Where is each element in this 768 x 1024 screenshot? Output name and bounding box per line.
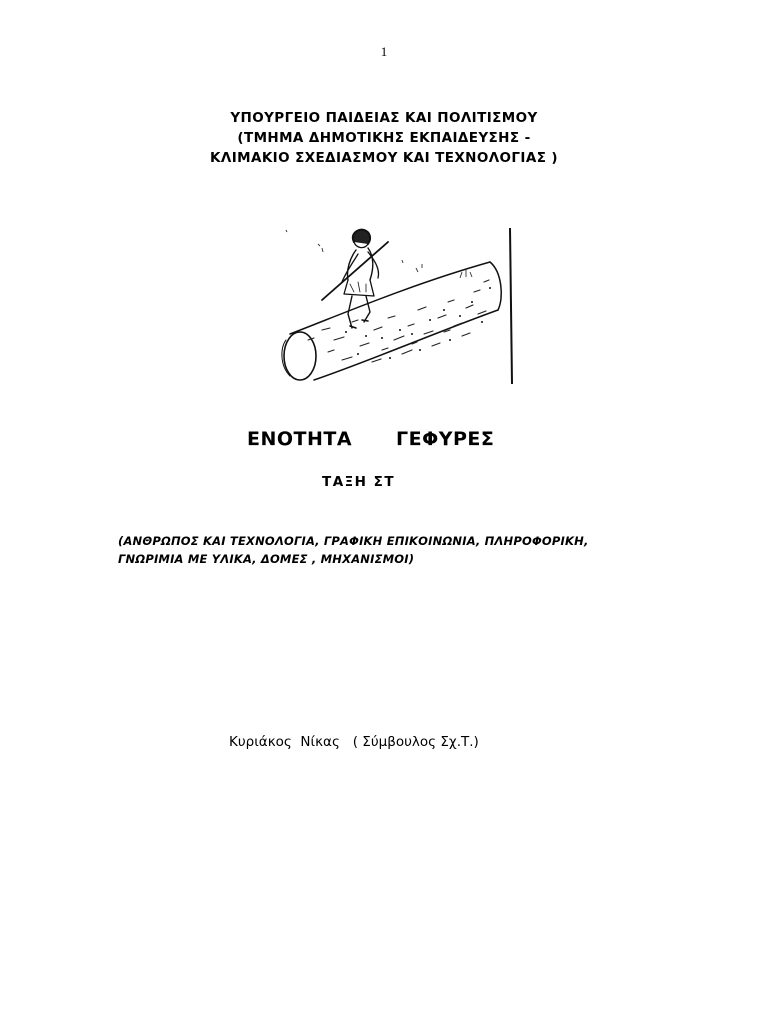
subjects-line-2: ΓΝΩΡΙΜΙΑ ΜΕ ΥΛΙΚΑ, ΔΟΜΕΣ , ΜΗΧΑΝΙΣΜΟΙ): [118, 552, 415, 566]
grade-label: ΤΑΞΗ ΣΤ: [322, 474, 396, 490]
log-bridge-illustration: [262, 222, 520, 390]
unit-name: ΓΕΦΥΡΕΣ: [396, 428, 495, 450]
subjects-line-1: (ΑΝΘΡΩΠΟΣ ΚΑΙ ΤΕΧΝΟΛΟΓΙΑ, ΓΡΑΦΙΚΗ ΕΠΙΚΟΙΝΩΝΙΑ, ΠΛΗΡΟΦΟΡΙΚΗ,: [118, 534, 589, 548]
unit-label: ΕΝΟΤΗΤΑ: [247, 428, 353, 450]
vertical-post: [510, 228, 512, 384]
ministry-name: ΥΠΟΥΡΓΕΙΟ ΠΑΙΔΕΙΑΣ ΚΑΙ ΠΟΛΙΤΙΣΜΟΥ: [230, 110, 538, 126]
ground-marks: [286, 230, 472, 278]
document-header: [0, 108, 768, 168]
page-number: 1: [380, 44, 388, 59]
author-name: Κυριάκος Νίκας ( Σύμβουλος Σχ.Τ.): [229, 734, 479, 750]
section-name: ΚΛΙΜΑΚΙΟ ΣΧΕΔΙΑΣΜΟΥ ΚΑΙ ΤΕΧΝΟΛΟΓΙΑΣ ): [210, 150, 558, 166]
log-shape: [282, 262, 501, 380]
subjects-list: [118, 532, 678, 568]
department-name: (ΤΜΗΜΑ ΔΗΜΟΤΙΚΗΣ ΕΚΠΑΙΔΕΥΣΗΣ -: [237, 130, 531, 146]
